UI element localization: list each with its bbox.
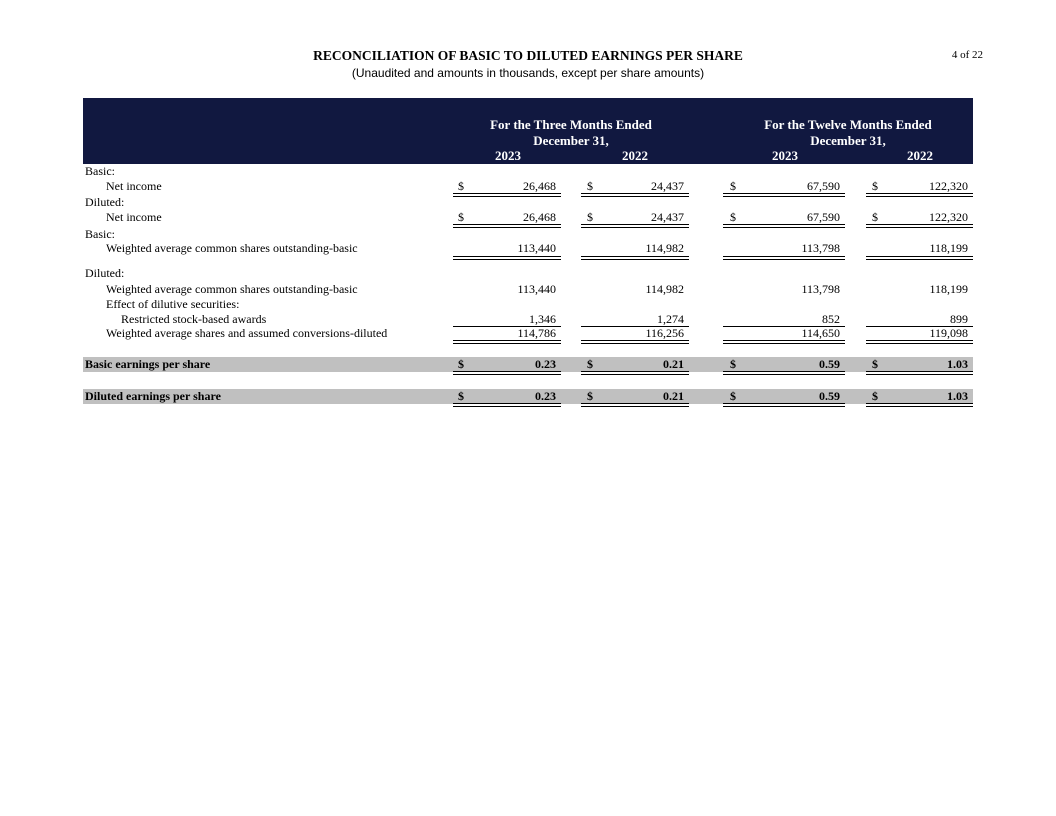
double-underline bbox=[723, 371, 845, 375]
value-cell: 0.23 bbox=[535, 357, 556, 371]
currency-symbol: $ bbox=[730, 389, 736, 403]
value-cell: 67,590 bbox=[807, 179, 840, 193]
value-cell: 114,650 bbox=[801, 326, 840, 340]
page-number: 4 of 22 bbox=[951, 49, 983, 61]
value-cell: 26,468 bbox=[523, 210, 556, 224]
value-cell: 0.59 bbox=[819, 357, 840, 371]
double-underline bbox=[453, 371, 561, 375]
value-cell: 0.23 bbox=[535, 389, 556, 403]
value-cell: 114,982 bbox=[645, 241, 684, 255]
year-header: 2022 bbox=[622, 148, 648, 163]
value-cell: 24,437 bbox=[651, 179, 684, 193]
year-header: 2022 bbox=[907, 148, 933, 163]
value-cell: 852 bbox=[822, 312, 840, 326]
double-underline bbox=[866, 340, 973, 344]
currency-symbol: $ bbox=[872, 179, 878, 193]
row-label: Weighted average common shares outstanding-basic bbox=[106, 282, 358, 296]
value-cell: 1.03 bbox=[947, 357, 968, 371]
report-title: RECONCILIATION OF BASIC TO DILUTED EARNINGS PER SHARE bbox=[313, 48, 743, 63]
value-cell: 67,590 bbox=[807, 210, 840, 224]
value-cell: 118,199 bbox=[929, 282, 968, 296]
currency-symbol: $ bbox=[458, 389, 464, 403]
section-label: Basic: bbox=[85, 164, 115, 178]
value-cell: 0.21 bbox=[663, 357, 684, 371]
value-cell: 899 bbox=[950, 312, 968, 326]
double-underline bbox=[866, 256, 973, 260]
double-underline bbox=[866, 193, 973, 197]
currency-symbol: $ bbox=[872, 389, 878, 403]
row-label: Net income bbox=[106, 210, 162, 224]
currency-symbol: $ bbox=[587, 357, 593, 371]
value-cell: 1,346 bbox=[529, 312, 556, 326]
double-underline bbox=[866, 371, 973, 375]
value-cell: 1.03 bbox=[947, 389, 968, 403]
double-underline bbox=[453, 403, 561, 407]
value-cell: 1,274 bbox=[657, 312, 684, 326]
row-label: Weighted average shares and assumed conversions-diluted bbox=[106, 326, 388, 340]
currency-symbol: $ bbox=[730, 210, 736, 224]
three-months-header: For the Three Months Ended bbox=[490, 117, 652, 132]
three-months-date: December 31, bbox=[533, 133, 609, 148]
value-cell: 122,320 bbox=[929, 179, 968, 193]
row-label: Basic earnings per share bbox=[85, 357, 211, 371]
value-cell: 113,440 bbox=[517, 241, 556, 255]
currency-symbol: $ bbox=[587, 210, 593, 224]
double-underline bbox=[581, 256, 689, 260]
row-label: Restricted stock-based awards bbox=[121, 312, 267, 326]
value-cell: 116,256 bbox=[645, 326, 684, 340]
value-cell: 114,982 bbox=[645, 282, 684, 296]
double-underline bbox=[581, 403, 689, 407]
double-underline bbox=[453, 193, 561, 197]
report-subtitle: (Unaudited and amounts in thousands, except per share amounts) bbox=[351, 66, 705, 80]
value-cell: 113,798 bbox=[801, 241, 840, 255]
value-cell: 113,440 bbox=[517, 282, 556, 296]
value-cell: 26,468 bbox=[523, 179, 556, 193]
double-underline bbox=[723, 224, 845, 228]
twelve-months-header: For the Twelve Months Ended bbox=[764, 117, 932, 132]
double-underline bbox=[453, 256, 561, 260]
row-label: Net income bbox=[106, 179, 162, 193]
double-underline bbox=[581, 224, 689, 228]
value-cell: 0.59 bbox=[819, 389, 840, 403]
currency-symbol: $ bbox=[458, 210, 464, 224]
currency-symbol: $ bbox=[458, 357, 464, 371]
row-label: Effect of dilutive securities: bbox=[106, 297, 240, 311]
double-underline bbox=[581, 371, 689, 375]
value-cell: 122,320 bbox=[929, 210, 968, 224]
double-underline bbox=[866, 224, 973, 228]
value-cell: 0.21 bbox=[663, 389, 684, 403]
currency-symbol: $ bbox=[587, 179, 593, 193]
double-underline bbox=[453, 224, 561, 228]
row-label: Weighted average common shares outstanding-basic bbox=[106, 241, 358, 255]
currency-symbol: $ bbox=[458, 179, 464, 193]
currency-symbol: $ bbox=[872, 210, 878, 224]
value-cell: 119,098 bbox=[929, 326, 968, 340]
double-underline bbox=[723, 340, 845, 344]
double-underline bbox=[581, 340, 689, 344]
currency-symbol: $ bbox=[730, 357, 736, 371]
section-label: Basic: bbox=[85, 227, 115, 241]
section-label: Diluted: bbox=[85, 266, 125, 280]
row-label: Diluted earnings per share bbox=[85, 389, 221, 403]
year-header: 2023 bbox=[495, 148, 521, 163]
double-underline bbox=[723, 403, 845, 407]
value-cell: 114,786 bbox=[517, 326, 556, 340]
twelve-months-date: December 31, bbox=[810, 133, 886, 148]
double-underline bbox=[453, 340, 561, 344]
year-header: 2023 bbox=[772, 148, 798, 163]
double-underline bbox=[723, 256, 845, 260]
double-underline bbox=[866, 403, 973, 407]
section-label: Diluted: bbox=[85, 195, 125, 209]
currency-symbol: $ bbox=[587, 389, 593, 403]
double-underline bbox=[723, 193, 845, 197]
value-cell: 24,437 bbox=[651, 210, 684, 224]
value-cell: 113,798 bbox=[801, 282, 840, 296]
currency-symbol: $ bbox=[872, 357, 878, 371]
value-cell: 118,199 bbox=[929, 241, 968, 255]
currency-symbol: $ bbox=[730, 179, 736, 193]
double-underline bbox=[581, 193, 689, 197]
